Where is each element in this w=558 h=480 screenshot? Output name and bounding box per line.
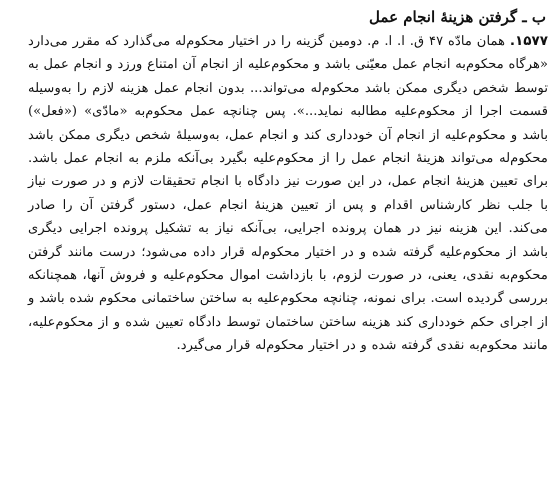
paragraph-text: همان مادّه ۴۷ ق. ا. ا. م. دومین گزینه را در اختیار محکوم‌له می‌گذارد که مقرر می‌دارد «هرگاه محکوم‌به انجام عمل معیّنی باشد و محکوم‌علیه از انجام آن امتناع ورزد و انجام عمل به توسط شخص دیگری ممکن باشد محکوم‌له می‌تواند... بدون انجام عمل هزینه لازم را به‌وسیله قسمت اجرا از محکوم‌علیه مطالبه نماید...». پس چنانچه عمل محکوم‌به «مادّی» («فعل») باشد و محکوم‌علیه از انجام آن خودداری کند و انجام عمل، به‌وسیلهٔ شخص دیگری ممکن باشد محکوم‌له می‌تواند هزینهٔ انجام عمل را از محکوم‌علیه بگیرد بی‌آنکه ملزم به انجام عمل باشد. برای تعیین هزینهٔ انجام عمل، در این صورت نیز دادگاه با انجام تحقیقات لازم و در صورت نیاز با جلب نظر کارشناس اقدام و پس از تعیین هزینهٔ انجام عمل، دستور گرفتن آن را صادر می‌کند. این هزینه نیز در همان پرونده اجرایی، بی‌آنکه نیاز به تشکیل پرونده اجرایی دیگری باشد از محکوم‌علیه گرفته شده و در اختیار محکوم‌له قرار داده می‌شود؛ درست مانند گرفتن محکوم‌به نقدی، یعنی، در صورت لزوم، با بازداشت اموال محکوم‌علیه و فروش آنها، همچنانکه بررسی گردیده است. برای نمونه، چنانچه محکوم‌علیه به ساختن ساختمانی محکوم شده باشد و از اجرای حکم خودداری کند هزینه ساختن ساختمان توسط دادگاه تعیین شده و از محکوم‌علیه، مانند محکوم‌به نقدی گرفته شده و در اختیار محکوم‌له قرار می‌گیرد. [28,34,548,354]
section-heading: ب ـ گرفتن هزینهٔ انجام عمل [369,8,546,26]
paragraph-number: ۱۵۷۷. [509,33,549,49]
document-page [28,6,548,480]
paragraph [28,30,548,358]
